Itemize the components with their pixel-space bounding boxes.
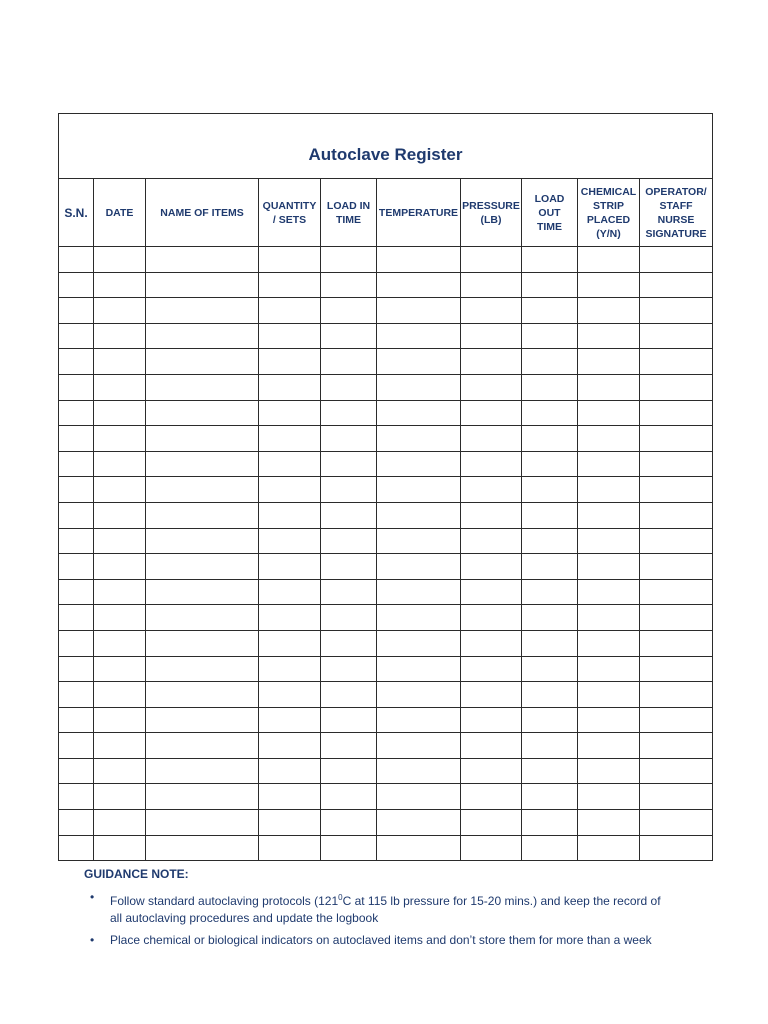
table-cell[interactable] — [146, 656, 259, 682]
table-row — [59, 298, 713, 324]
table-cell[interactable] — [578, 298, 640, 324]
table-cell[interactable] — [522, 630, 578, 656]
table-cell[interactable] — [461, 682, 522, 708]
table-cell[interactable] — [578, 682, 640, 708]
bullet-icon: • — [90, 890, 95, 904]
table-cell[interactable] — [640, 554, 713, 580]
autoclave-register-table — [58, 113, 713, 861]
table-cell[interactable] — [377, 349, 461, 375]
column-header-load-in-time: LOAD IN TIME — [321, 179, 377, 247]
table-cell[interactable] — [146, 630, 259, 656]
table-cell[interactable] — [377, 477, 461, 503]
table-cell[interactable] — [259, 835, 321, 861]
table-cell[interactable] — [94, 579, 146, 605]
table-cell[interactable] — [522, 758, 578, 784]
table-cell[interactable] — [59, 374, 94, 400]
table-cell[interactable] — [377, 247, 461, 273]
table-row — [59, 656, 713, 682]
table-cell[interactable] — [640, 426, 713, 452]
guidance-bullet-1 — [90, 889, 664, 927]
table-cell[interactable] — [94, 810, 146, 836]
table-row — [59, 272, 713, 298]
table-cell[interactable] — [522, 784, 578, 810]
table-cell[interactable] — [59, 349, 94, 375]
table-cell[interactable] — [259, 810, 321, 836]
table-cell[interactable] — [578, 349, 640, 375]
table-cell[interactable] — [59, 605, 94, 631]
table-cell[interactable] — [259, 554, 321, 580]
table-cell[interactable] — [377, 451, 461, 477]
table-row — [59, 758, 713, 784]
column-header-sn: S.N. — [59, 179, 94, 247]
table-cell[interactable] — [321, 707, 377, 733]
table-cell[interactable] — [259, 374, 321, 400]
table-cell[interactable] — [146, 247, 259, 273]
table-cell[interactable] — [59, 451, 94, 477]
table-cell[interactable] — [522, 374, 578, 400]
table-cell[interactable] — [259, 426, 321, 452]
table-cell[interactable] — [377, 835, 461, 861]
table-cell[interactable] — [377, 502, 461, 528]
table-row — [59, 502, 713, 528]
table-row — [59, 835, 713, 861]
table-cell[interactable] — [146, 477, 259, 503]
table-row — [59, 630, 713, 656]
table-cell[interactable] — [578, 247, 640, 273]
table-row — [59, 554, 713, 580]
table-cell[interactable] — [578, 835, 640, 861]
column-header-row — [59, 179, 713, 247]
table-cell[interactable] — [146, 733, 259, 759]
table-cell[interactable] — [640, 758, 713, 784]
column-header-temperature: TEMPERATURE — [377, 179, 461, 247]
table-cell[interactable] — [259, 630, 321, 656]
table-cell[interactable] — [94, 758, 146, 784]
table-cell[interactable] — [259, 349, 321, 375]
table-cell[interactable] — [578, 323, 640, 349]
table-cell[interactable] — [259, 477, 321, 503]
table-cell[interactable] — [578, 554, 640, 580]
table-cell[interactable] — [94, 630, 146, 656]
table-cell[interactable] — [522, 400, 578, 426]
table-cell[interactable] — [377, 605, 461, 631]
table-cell[interactable] — [59, 579, 94, 605]
table-cell[interactable] — [461, 656, 522, 682]
table-cell[interactable] — [59, 810, 94, 836]
table-cell[interactable] — [377, 707, 461, 733]
table-cell[interactable] — [377, 323, 461, 349]
table-cell[interactable] — [59, 298, 94, 324]
table-cell[interactable] — [377, 528, 461, 554]
table-row — [59, 247, 713, 273]
table-cell[interactable] — [321, 426, 377, 452]
table-cell[interactable] — [259, 272, 321, 298]
table-cell[interactable] — [522, 451, 578, 477]
table-cell[interactable] — [640, 656, 713, 682]
table-cell[interactable] — [461, 835, 522, 861]
table-row — [59, 733, 713, 759]
table-cell[interactable] — [522, 810, 578, 836]
table-cell[interactable] — [522, 835, 578, 861]
table-cell[interactable] — [461, 733, 522, 759]
table-cell[interactable] — [146, 272, 259, 298]
table-cell[interactable] — [146, 349, 259, 375]
table-cell[interactable] — [640, 298, 713, 324]
guidance-note — [84, 866, 664, 954]
table-cell[interactable] — [522, 733, 578, 759]
table-cell[interactable] — [94, 733, 146, 759]
table-row — [59, 579, 713, 605]
table-row — [59, 477, 713, 503]
table-cell[interactable] — [461, 272, 522, 298]
table-cell[interactable] — [321, 349, 377, 375]
table-cell[interactable] — [377, 374, 461, 400]
table-cell[interactable] — [321, 554, 377, 580]
table-cell[interactable] — [522, 426, 578, 452]
table-cell[interactable] — [94, 707, 146, 733]
guidance-list — [84, 889, 664, 949]
table-cell[interactable] — [640, 528, 713, 554]
table-row — [59, 374, 713, 400]
table-cell[interactable] — [461, 554, 522, 580]
bullet-icon: • — [90, 933, 95, 947]
column-header-chemical-strip: CHEMICAL STRIP PLACED (Y/N) — [578, 179, 640, 247]
table-cell[interactable] — [94, 682, 146, 708]
table-cell[interactable] — [461, 451, 522, 477]
table-cell[interactable] — [321, 528, 377, 554]
table-cell[interactable] — [377, 733, 461, 759]
table-cell[interactable] — [578, 707, 640, 733]
table-cell[interactable] — [522, 579, 578, 605]
table-cell[interactable] — [461, 630, 522, 656]
table-cell[interactable] — [461, 579, 522, 605]
table-cell[interactable] — [461, 477, 522, 503]
table-cell[interactable] — [578, 810, 640, 836]
table-cell[interactable] — [461, 605, 522, 631]
table-row — [59, 682, 713, 708]
table-cell[interactable] — [146, 758, 259, 784]
table-cell[interactable] — [461, 502, 522, 528]
table-cell[interactable] — [461, 810, 522, 836]
table-cell[interactable] — [377, 630, 461, 656]
table-cell[interactable] — [259, 400, 321, 426]
table-cell[interactable] — [94, 298, 146, 324]
table-cell[interactable] — [321, 374, 377, 400]
table-cell[interactable] — [578, 733, 640, 759]
table-cell[interactable] — [94, 605, 146, 631]
table-cell[interactable] — [59, 656, 94, 682]
table-cell[interactable] — [578, 374, 640, 400]
table-cell[interactable] — [146, 554, 259, 580]
table-cell[interactable] — [94, 374, 146, 400]
table-cell[interactable] — [146, 374, 259, 400]
guidance-heading: GUIDANCE NOTE: — [84, 867, 189, 881]
table-cell[interactable] — [94, 426, 146, 452]
table-cell[interactable] — [461, 349, 522, 375]
column-header-pressure: PRESSURE (LB) — [461, 179, 522, 247]
table-row — [59, 784, 713, 810]
table-cell[interactable] — [59, 835, 94, 861]
table-cell[interactable] — [321, 733, 377, 759]
table-cell[interactable] — [640, 477, 713, 503]
table-cell[interactable] — [94, 502, 146, 528]
table-cell[interactable] — [94, 247, 146, 273]
table-cell[interactable] — [59, 630, 94, 656]
table-cell[interactable] — [640, 323, 713, 349]
table-cell[interactable] — [94, 835, 146, 861]
table-cell[interactable] — [640, 451, 713, 477]
table-cell[interactable] — [640, 400, 713, 426]
guidance-bullet-2-text: Place chemical or biological indicators on autoclaved items and don’t store them for more than a week — [110, 933, 652, 947]
table-cell[interactable] — [640, 733, 713, 759]
table-cell[interactable] — [146, 426, 259, 452]
table-row — [59, 451, 713, 477]
table-cell[interactable] — [377, 400, 461, 426]
table-row — [59, 605, 713, 631]
table-cell[interactable] — [321, 605, 377, 631]
table-cell[interactable] — [146, 323, 259, 349]
table-cell[interactable] — [461, 374, 522, 400]
table-cell[interactable] — [321, 682, 377, 708]
table-cell[interactable] — [522, 298, 578, 324]
guidance-bullet-1-text-b: C at 115 lb pressure for 15-20 mins.) and keep the record of all autoclaving procedures and update the logbook — [110, 894, 661, 925]
table-cell[interactable] — [146, 605, 259, 631]
table-cell[interactable] — [377, 579, 461, 605]
table-cell[interactable] — [578, 272, 640, 298]
table-cell[interactable] — [59, 758, 94, 784]
table-cell[interactable] — [321, 298, 377, 324]
table-cell[interactable] — [522, 554, 578, 580]
table-cell[interactable] — [640, 682, 713, 708]
table-cell[interactable] — [578, 656, 640, 682]
table-cell[interactable] — [259, 323, 321, 349]
table-cell[interactable] — [578, 784, 640, 810]
table-cell[interactable] — [59, 272, 94, 298]
column-header-operator-signature: OPERATOR/ STAFF NURSE SIGNATURE — [640, 179, 713, 247]
table-cell[interactable] — [461, 784, 522, 810]
table-cell[interactable] — [94, 323, 146, 349]
degree-superscript: 0 — [338, 893, 343, 902]
table-cell[interactable] — [640, 349, 713, 375]
table-cell[interactable] — [321, 323, 377, 349]
table-cell[interactable] — [59, 707, 94, 733]
table-cell[interactable] — [522, 605, 578, 631]
table-cell[interactable] — [94, 451, 146, 477]
table-cell[interactable] — [321, 810, 377, 836]
table-cell[interactable] — [522, 272, 578, 298]
title-cell — [59, 114, 713, 179]
table-cell[interactable] — [321, 272, 377, 298]
table-cell[interactable] — [146, 835, 259, 861]
table-cell[interactable] — [522, 707, 578, 733]
page-title: Autoclave Register — [308, 145, 463, 164]
table-cell[interactable] — [321, 784, 377, 810]
table-cell[interactable] — [461, 323, 522, 349]
table-cell[interactable] — [321, 656, 377, 682]
table-cell[interactable] — [377, 784, 461, 810]
table-cell[interactable] — [640, 579, 713, 605]
table-cell[interactable] — [146, 502, 259, 528]
table-cell[interactable] — [522, 477, 578, 503]
table-cell[interactable] — [461, 400, 522, 426]
table-cell[interactable] — [522, 502, 578, 528]
table-cell[interactable] — [259, 579, 321, 605]
register-body — [59, 247, 713, 861]
table-cell[interactable] — [259, 733, 321, 759]
column-header-load-out-time: LOAD OUT TIME — [522, 179, 578, 247]
table-cell[interactable] — [522, 349, 578, 375]
table-cell[interactable] — [640, 810, 713, 836]
table-cell[interactable] — [321, 835, 377, 861]
table-cell[interactable] — [640, 707, 713, 733]
table-cell[interactable] — [146, 810, 259, 836]
table-cell[interactable] — [259, 451, 321, 477]
table-cell[interactable] — [94, 272, 146, 298]
table-row — [59, 349, 713, 375]
table-cell[interactable] — [146, 579, 259, 605]
table-cell[interactable] — [146, 707, 259, 733]
table-cell[interactable] — [640, 272, 713, 298]
table-cell[interactable] — [259, 758, 321, 784]
table-row — [59, 323, 713, 349]
table-cell[interactable] — [59, 426, 94, 452]
table-cell[interactable] — [640, 630, 713, 656]
table-cell[interactable] — [94, 784, 146, 810]
table-cell[interactable] — [321, 400, 377, 426]
table-cell[interactable] — [259, 656, 321, 682]
table-cell[interactable] — [522, 323, 578, 349]
table-cell[interactable] — [321, 579, 377, 605]
table-cell[interactable] — [461, 528, 522, 554]
table-cell[interactable] — [94, 477, 146, 503]
table-row — [59, 810, 713, 836]
table-cell[interactable] — [146, 528, 259, 554]
table-cell[interactable] — [146, 784, 259, 810]
table-cell[interactable] — [578, 502, 640, 528]
table-cell[interactable] — [522, 528, 578, 554]
table-cell[interactable] — [578, 426, 640, 452]
table-cell[interactable] — [578, 451, 640, 477]
table-cell[interactable] — [146, 682, 259, 708]
table-row — [59, 400, 713, 426]
table-cell[interactable] — [59, 502, 94, 528]
table-cell[interactable] — [94, 528, 146, 554]
table-cell[interactable] — [146, 400, 259, 426]
table-cell[interactable] — [259, 298, 321, 324]
table-cell[interactable] — [377, 426, 461, 452]
table-cell[interactable] — [259, 528, 321, 554]
table-cell[interactable] — [461, 707, 522, 733]
table-cell[interactable] — [377, 810, 461, 836]
guidance-bullet-1-text-a: Follow standard autoclaving protocols (121 — [110, 894, 339, 908]
table-cell[interactable] — [94, 400, 146, 426]
table-cell[interactable] — [640, 784, 713, 810]
table-cell[interactable] — [578, 630, 640, 656]
table-cell[interactable] — [321, 451, 377, 477]
table-cell[interactable] — [259, 605, 321, 631]
table-cell[interactable] — [59, 400, 94, 426]
table-cell[interactable] — [640, 502, 713, 528]
column-header-quantity: QUANTITY / SETS — [259, 179, 321, 247]
table-cell[interactable] — [640, 247, 713, 273]
column-header-name-of-items: NAME OF ITEMS — [146, 179, 259, 247]
table-cell[interactable] — [321, 502, 377, 528]
table-cell[interactable] — [94, 349, 146, 375]
table-cell[interactable] — [259, 502, 321, 528]
table-cell[interactable] — [59, 247, 94, 273]
table-cell[interactable] — [578, 400, 640, 426]
table-cell[interactable] — [578, 605, 640, 631]
table-cell[interactable] — [259, 707, 321, 733]
table-cell[interactable] — [640, 605, 713, 631]
table-cell[interactable] — [461, 298, 522, 324]
table-cell[interactable] — [59, 733, 94, 759]
table-cell[interactable] — [377, 656, 461, 682]
table-cell[interactable] — [321, 758, 377, 784]
guidance-bullet-2 — [90, 932, 664, 949]
table-cell[interactable] — [59, 554, 94, 580]
table-cell[interactable] — [146, 451, 259, 477]
table-cell[interactable] — [377, 298, 461, 324]
table-cell[interactable] — [59, 323, 94, 349]
table-cell[interactable] — [59, 682, 94, 708]
table-cell[interactable] — [59, 477, 94, 503]
table-cell[interactable] — [578, 528, 640, 554]
table-cell[interactable] — [522, 682, 578, 708]
table-cell[interactable] — [94, 656, 146, 682]
table-cell[interactable] — [461, 247, 522, 273]
table-cell[interactable] — [59, 528, 94, 554]
table-cell[interactable] — [59, 784, 94, 810]
table-cell[interactable] — [94, 554, 146, 580]
table-cell[interactable] — [522, 247, 578, 273]
table-cell[interactable] — [640, 835, 713, 861]
table-cell[interactable] — [522, 656, 578, 682]
table-cell[interactable] — [259, 247, 321, 273]
table-cell[interactable] — [578, 579, 640, 605]
table-cell[interactable] — [377, 682, 461, 708]
table-cell[interactable] — [578, 477, 640, 503]
table-cell[interactable] — [321, 477, 377, 503]
table-cell[interactable] — [640, 374, 713, 400]
table-cell[interactable] — [377, 758, 461, 784]
table-cell[interactable] — [146, 298, 259, 324]
table-row — [59, 707, 713, 733]
table-cell[interactable] — [321, 630, 377, 656]
table-cell[interactable] — [321, 247, 377, 273]
table-cell[interactable] — [461, 758, 522, 784]
table-cell[interactable] — [377, 554, 461, 580]
column-header-date: DATE — [94, 179, 146, 247]
table-cell[interactable] — [578, 758, 640, 784]
table-cell[interactable] — [461, 426, 522, 452]
table-cell[interactable] — [377, 272, 461, 298]
table-row — [59, 426, 713, 452]
table-row — [59, 528, 713, 554]
table-cell[interactable] — [259, 784, 321, 810]
table-cell[interactable] — [259, 682, 321, 708]
